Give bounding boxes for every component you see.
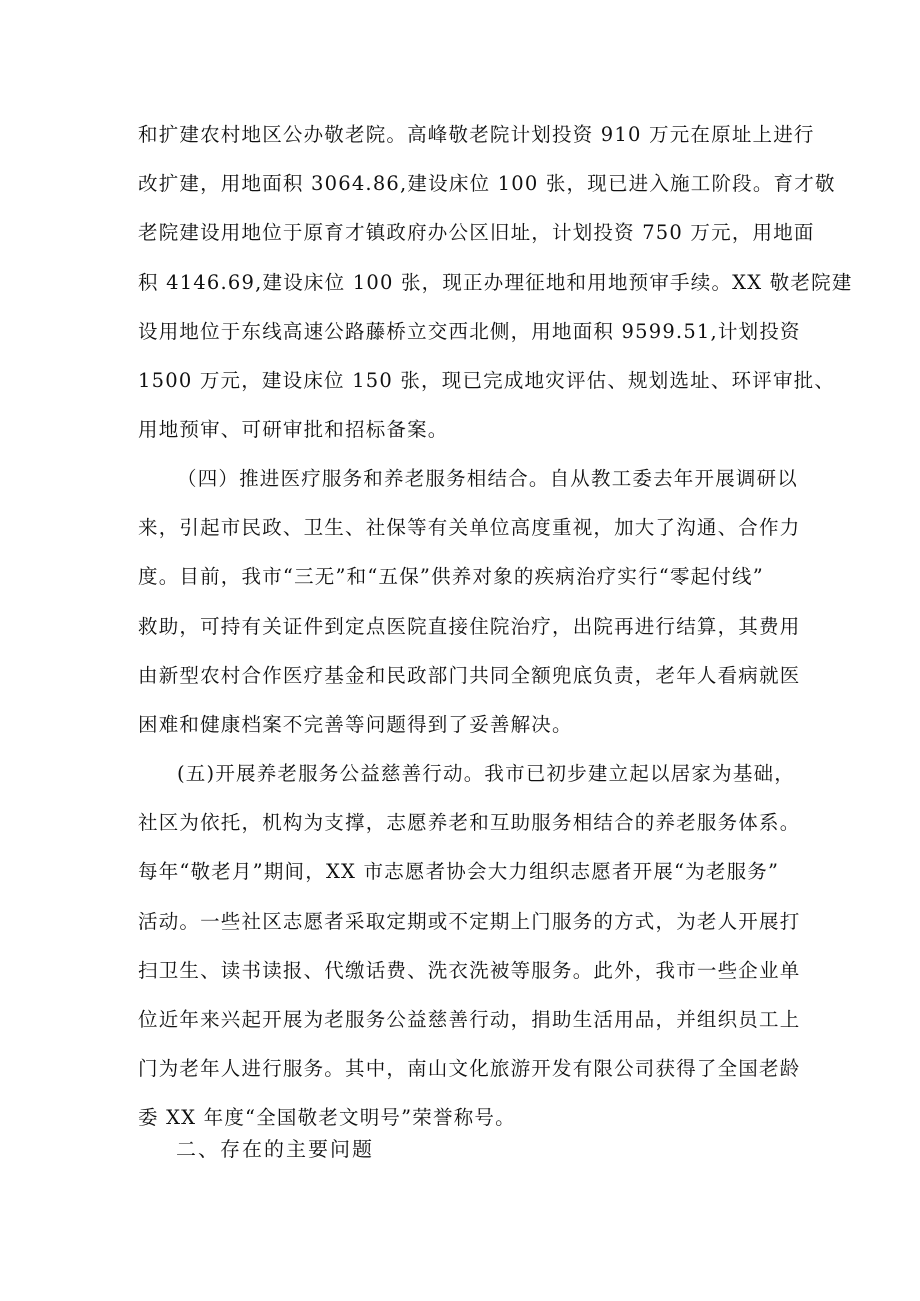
paragraph-line: 扫卫生、读书读报、代缴话费、洗衣洗被等服务。此外，我市一些企业单 — [138, 958, 801, 982]
section-heading: 二、存在的主要问题 — [176, 1137, 374, 1161]
paragraph-line: 积 4146.69,建设床位 100 张，现正办理征地和用地预审手续。XX 敬老院建 — [138, 270, 853, 294]
paragraph-line: （四）推进医疗服务和养老服务相结合。自从教工委去年开展调研以 — [177, 467, 799, 490]
paragraph-line: 社区为依托，机构为支撑，志愿养老和互助服务相结合的养老服务体系。 — [138, 811, 801, 835]
paragraph-line: 老院建设用地位于原育才镇政府办公区旧址，计划投资 750 万元，用地面 — [138, 221, 815, 245]
paragraph-line: (五)开展养老服务公益慈善行动。我市已初步建立起以居家为基础， — [177, 762, 795, 785]
paragraph-medical-elderly-care — [138, 454, 801, 749]
paragraph-line: 改扩建，用地面积 3064.86,建设床位 100 张，现已进入施工阶段。育才敬 — [138, 172, 836, 196]
paragraph-line: 位近年来兴起开展为老服务公益慈善行动，捐助生活用品，并组织员工上 — [138, 1007, 801, 1031]
paragraph-line: 由新型农村合作医疗基金和民政部门共同全额兜底负责，老年人看病就医 — [138, 663, 801, 687]
paragraph-line: 用地预审、可研审批和招标备案。 — [138, 418, 449, 442]
paragraph-line: 困难和健康档案不完善等问题得到了妥善解决。 — [138, 712, 573, 736]
paragraph-line: 活动。一些社区志愿者采取定期或不定期上门服务的方式，为老人开展打 — [138, 909, 801, 933]
paragraph-line: 度。目前，我市“三无”和“五保”供养对象的疾病治疗实行“零起付线” — [138, 565, 764, 589]
paragraph-line: 救助，可持有关证件到定点医院直接住院治疗，出院再进行结算，其费用 — [138, 614, 801, 638]
paragraph-line: 1500 万元，建设床位 150 张，现已完成地灾评估、规划选址、环评审批、 — [138, 368, 836, 392]
paragraph-line: 来，引起市民政、卫生、社保等有关单位高度重视，加大了沟通、合作力 — [138, 516, 801, 540]
paragraph-line: 委 XX 年度“全国敬老文明号”荣誉称号。 — [138, 1106, 516, 1130]
paragraph-line: 设用地位于东线高速公路藤桥立交西北侧，用地面积 9599.51,计划投资 — [138, 319, 801, 343]
paragraph-line: 和扩建农村地区公办敬老院。高峰敬老院计划投资 910 万元在原址上进行 — [138, 123, 815, 146]
paragraph-nursing-home-construction — [138, 110, 853, 454]
paragraph-line: 门为老年人进行服务。其中，南山文化旅游开发有限公司获得了全国老龄 — [138, 1057, 801, 1081]
paragraph-charity-action — [138, 749, 801, 1143]
paragraph-line: 每年“敬老月”期间，XX 市志愿者协会大力组织志愿者开展“为老服务” — [138, 860, 780, 884]
